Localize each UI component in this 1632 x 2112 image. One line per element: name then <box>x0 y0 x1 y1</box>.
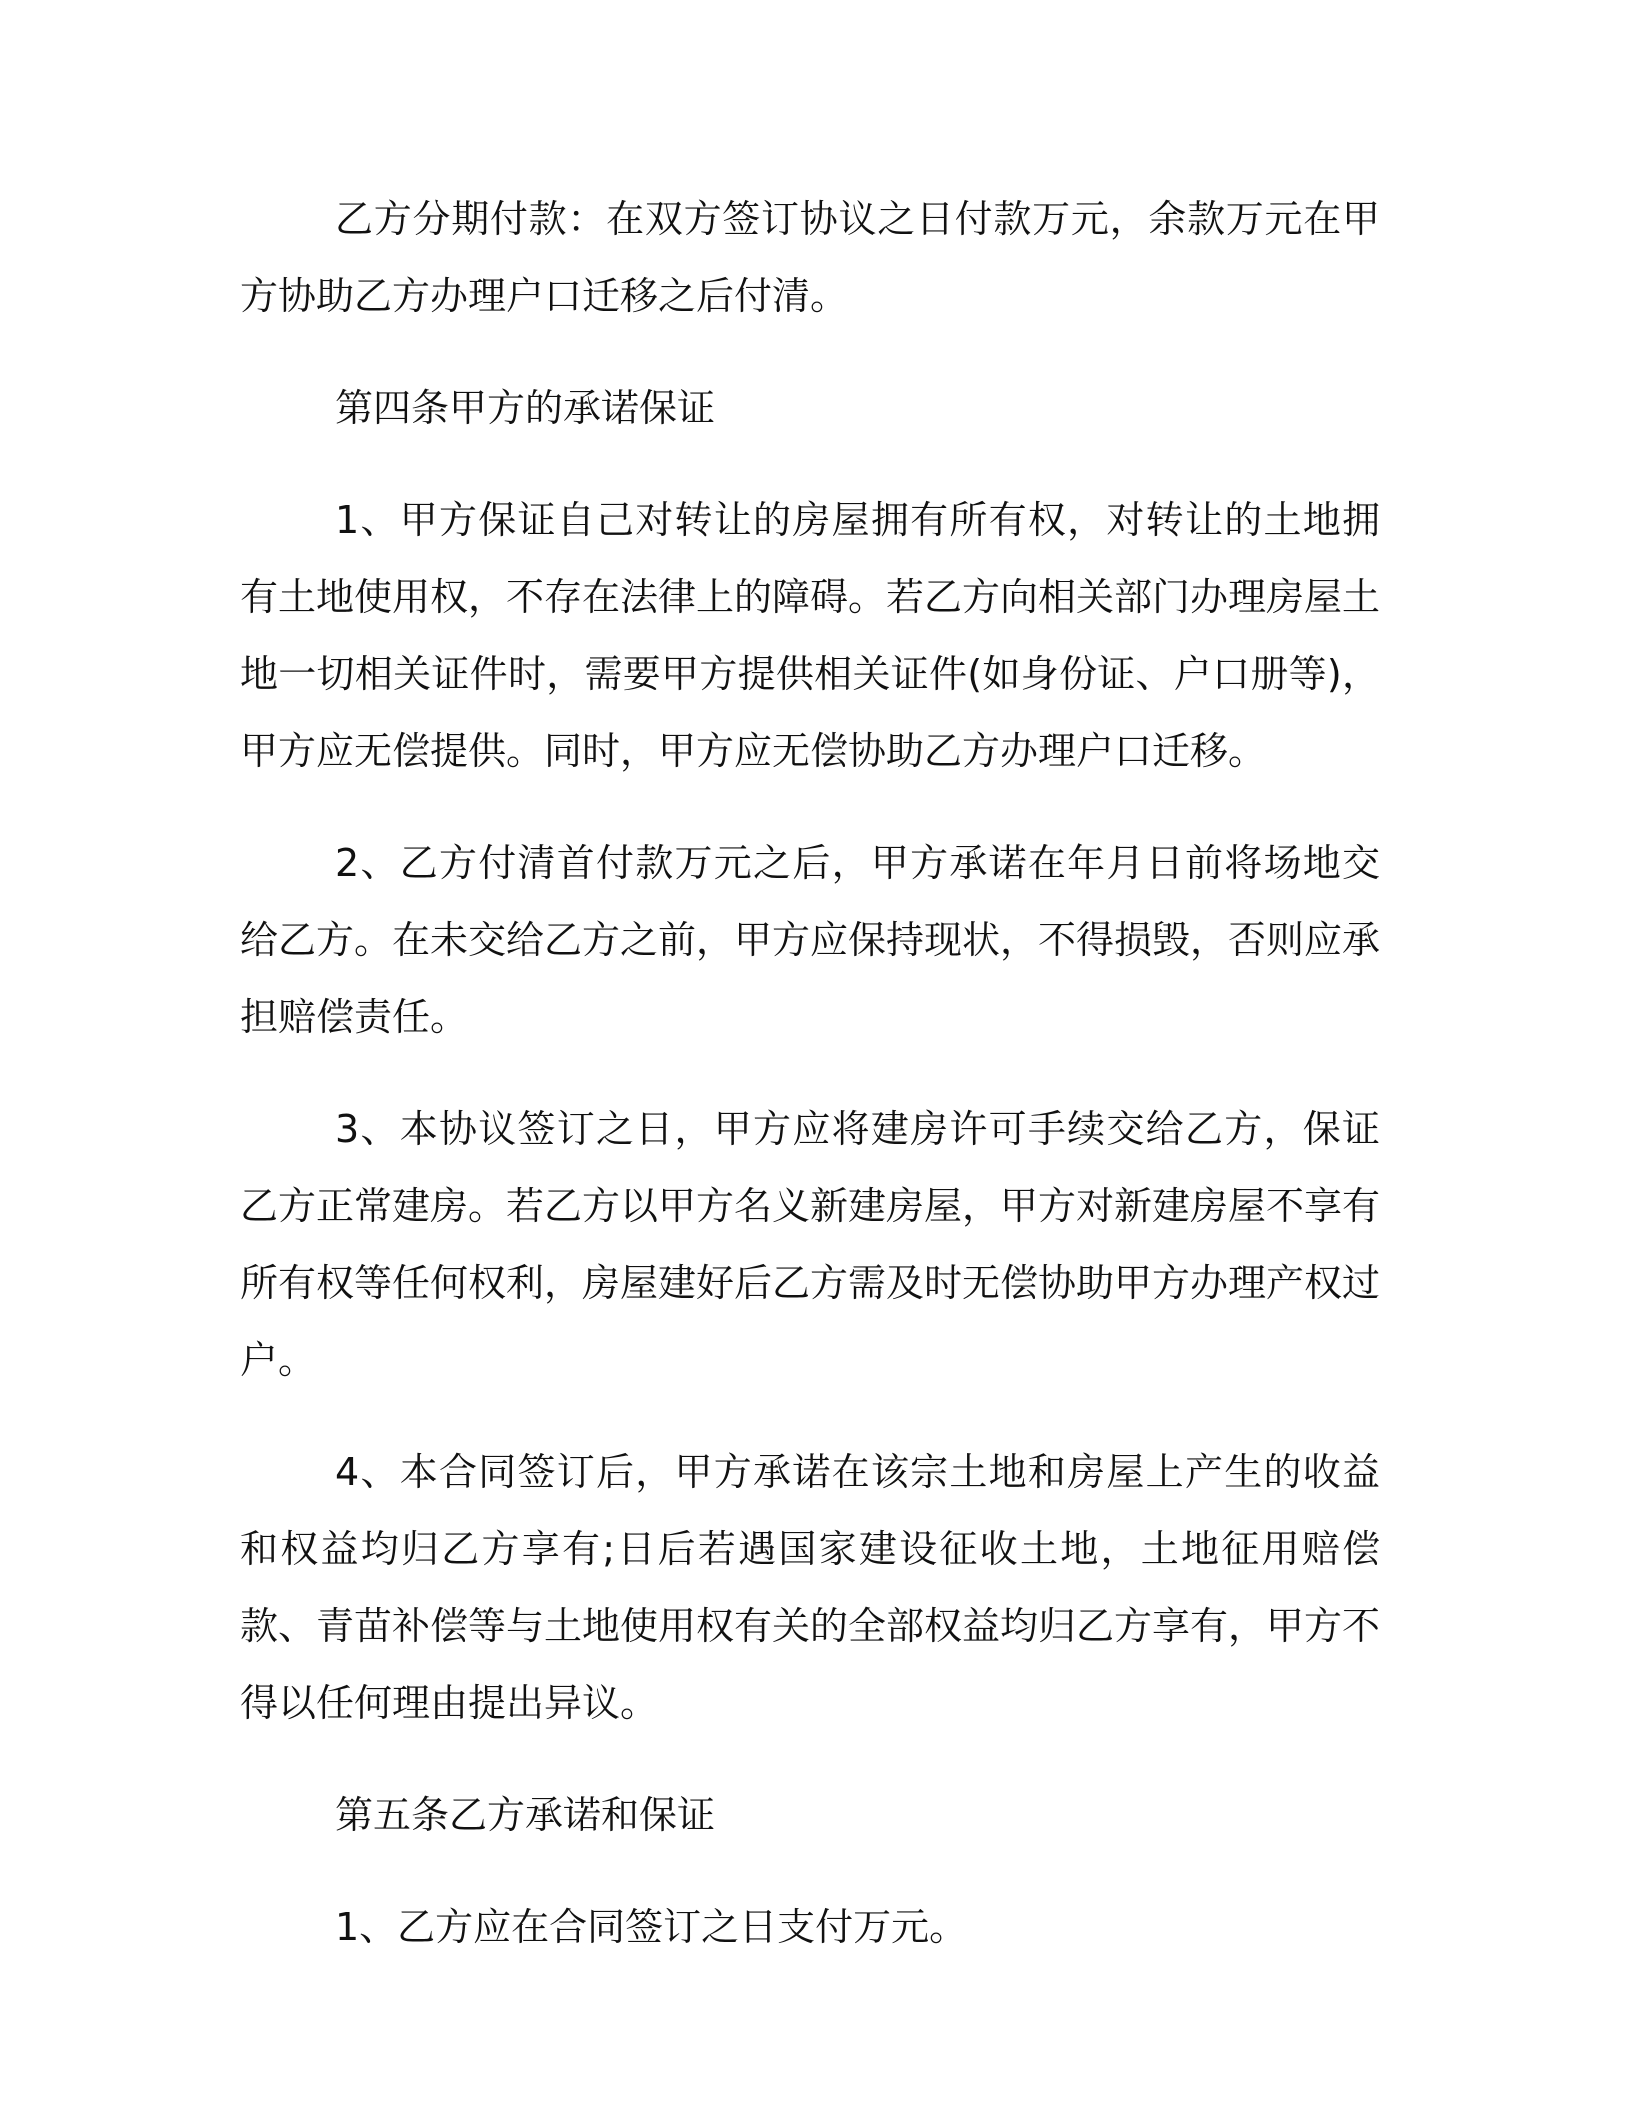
article-four-item-2: 2、乙方付清首付款万元之后，甲方承诺在年月日前将场地交给乙方。在未交给乙方之前，甲方应保持现状，不得损毁，否则应承担赔偿责任。 <box>240 841 1381 1039</box>
payment-installment-paragraph: 乙方分期付款：在双方签订协议之日付款万元，余款万元在甲方协助乙方办理户口迁移之后付清。 <box>240 197 1380 318</box>
article-four-item-4: 4、本合同签订后，甲方承诺在该宗土地和房屋上产生的收益和权益均归乙方享有;日后若遇国家建设征收土地，土地征用赔偿款、青苗补偿等与土地使用权有关的全部权益均归乙方享有，甲方不得以任何理由提出异议。 <box>240 1450 1381 1725</box>
article-five-heading: 第五条乙方承诺和保证 <box>335 1793 716 1837</box>
article-four-item-3: 3、本协议签订之日，甲方应将建房许可手续交给乙方，保证乙方正常建房。若乙方以甲方名义新建房屋，甲方对新建房屋不享有所有权等任何权利，房屋建好后乙方需及时无偿协助甲方办理产权过户。 <box>240 1107 1381 1382</box>
article-four-item-1: 1、甲方保证自己对转让的房屋拥有所有权，对转让的土地拥有土地使用权，不存在法律上的障碍。若乙方向相关部门办理房屋土地一切相关证件时，需要甲方提供相关证件(如身份证、户口册等)，甲方应无偿提供。同时，甲方应无偿协助乙方办理户口迁移。 <box>240 498 1381 773</box>
article-four-heading: 第四条甲方的承诺保证 <box>335 386 716 430</box>
document-body <box>240 181 1380 2001</box>
article-five-item-1: 1、乙方应在合同签订之日支付万元。 <box>335 1905 968 1949</box>
